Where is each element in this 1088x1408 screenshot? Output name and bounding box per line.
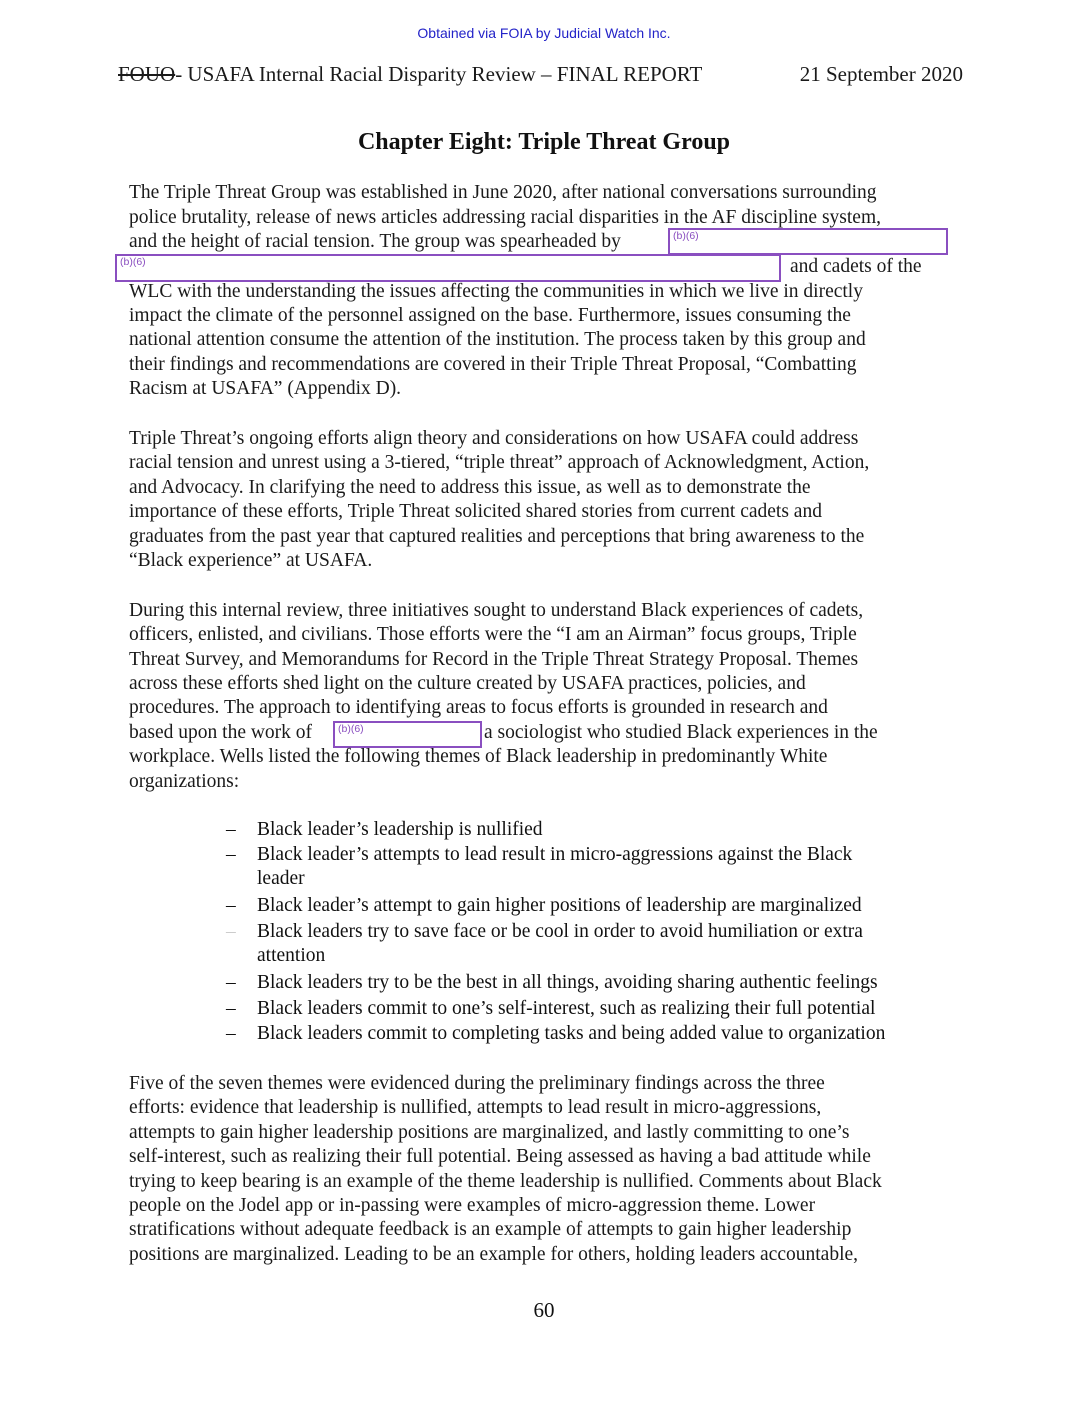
paragraph-line: procedures. The approach to identifying areas to focus efforts is grounded in research and [129,697,828,718]
paragraph-line: “Black experience” at USAFA. [129,550,373,571]
paragraph-line: WLC with the understanding the issues affecting the communities in which we live in directly [129,281,863,302]
redaction-box [668,228,948,255]
paragraph-line: importance of these efforts, Triple Threat solicited shared stories from current cadets and [129,501,822,522]
list-bullet: – [226,972,236,993]
paragraph-line: graduates from the past year that captured realities and perceptions that bring awareness to the [129,526,865,547]
paragraph-line: stratifications without adequate feedback is an example of attempts to gain higher leadership [129,1219,852,1240]
paragraph-line: police brutality, release of news articles addressing racial disparities in the AF discipline system, [129,207,881,228]
paragraph-line: Racism at USAFA” (Appendix D). [129,378,402,399]
paragraph-line: positions are marginalized. Leading to be an example for others, holding leaders accountable, [129,1244,859,1265]
paragraph-line: based upon the work of [129,722,313,743]
paragraph-line: their findings and recommendations are covered in their Triple Threat Proposal, “Combatting [129,354,857,375]
header-title: - USAFA Internal Racial Disparity Review – FINAL REPORT [175,62,703,86]
redaction-code: (b)(6) [338,723,364,735]
list-bullet: – [226,895,236,916]
page-header [118,62,963,87]
paragraph-line: people on the Jodel app or in-passing were examples of micro-aggression theme. Lower [129,1195,816,1216]
paragraph-line: across these efforts shed light on the culture created by USAFA practices, policies, and [129,673,806,694]
list-bullet: – [226,819,236,840]
paragraph-line: racial tension and unrest using a 3-tiered, “triple threat” approach of Acknowledgment, Action, [129,452,870,473]
list-item-text: Black leaders try to be the best in all things, avoiding sharing authentic feelings [257,972,878,993]
list-bullet: – [226,844,236,865]
list-item-text: Black leaders try to save face or be cool in order to avoid humiliation or extra [257,921,863,942]
paragraph-line: Threat Survey, and Memorandums for Record in the Triple Threat Strategy Proposal. Themes [129,649,859,670]
paragraph-line: national attention consume the attention of the institution. The process taken by this group and [129,329,866,350]
list-item-text: Black leader’s leadership is nullified [257,819,543,840]
page-number: 60 [533,1298,555,1322]
chapter-title: Chapter Eight: Triple Threat Group [357,129,731,155]
paragraph-line: Triple Threat’s ongoing efforts align theory and considerations on how USAFA could address [129,428,859,449]
redaction-code: (b)(6) [120,256,146,268]
list-item-text: Black leader’s attempts to lead result in micro-aggressions against the Black [257,844,853,865]
paragraph-line: and Advocacy. In clarifying the need to address this issue, as well as to demonstrate the [129,477,811,498]
paragraph-line: a sociologist who studied Black experiences in the [484,722,878,743]
paragraph-line: impact the climate of the personnel assigned on the base. Furthermore, issues consuming the [129,305,851,326]
paragraph-line: trying to keep bearing is an example of the theme leadership is nullified. Comments about Black [129,1171,882,1192]
paragraph-line: attempts to gain higher leadership positions are marginalized, and lastly committing to one’s [129,1122,850,1143]
paragraph-line: During this internal review, three initiatives sought to understand Black experiences of cadets, [129,600,864,621]
paragraph-line: efforts: evidence that leadership is nullified, attempts to lead result in micro-aggressions, [129,1097,822,1118]
paragraph-line: Five of the seven themes were evidenced during the preliminary findings across the three [129,1073,825,1094]
header-date: 21 September 2020 [799,62,963,86]
foia-watermark: Obtained via FOIA by Judicial Watch Inc. [417,25,671,41]
list-item-text: Black leaders commit to one’s self-interest, such as realizing their full potential [257,998,876,1019]
header-classification-struck: FOUO [118,62,176,86]
list-item-text: leader [257,868,305,889]
paragraph-line: officers, enlisted, and civilians. Those efforts were the “I am an Airman” focus groups, Triple [129,624,857,645]
paragraph-line: workplace. Wells listed the following themes of Black leadership in predominantly White [129,746,828,767]
redaction-box [333,721,482,748]
list-bullet: – [226,998,236,1019]
paragraph-line: and cadets of the [790,256,922,277]
list-item-text: attention [257,945,326,966]
paragraph-line: self-interest, such as realizing their full potential. Being assessed as having a bad attitude while [129,1146,871,1167]
list-bullet: – [226,1023,236,1044]
redaction-code: (b)(6) [673,230,699,242]
paragraph-line: and the height of racial tension. The group was spearheaded by [129,231,621,252]
list-item-text: Black leader’s attempt to gain higher positions of leadership are marginalized [257,895,862,916]
list-item-text: Black leaders commit to completing tasks and being added value to organization [257,1023,886,1044]
list-bullet: – [226,921,236,942]
paragraph-line: organizations: [129,771,240,792]
redaction-box [115,254,781,282]
paragraph-line: The Triple Threat Group was established in June 2020, after national conversations surrounding [129,182,877,203]
